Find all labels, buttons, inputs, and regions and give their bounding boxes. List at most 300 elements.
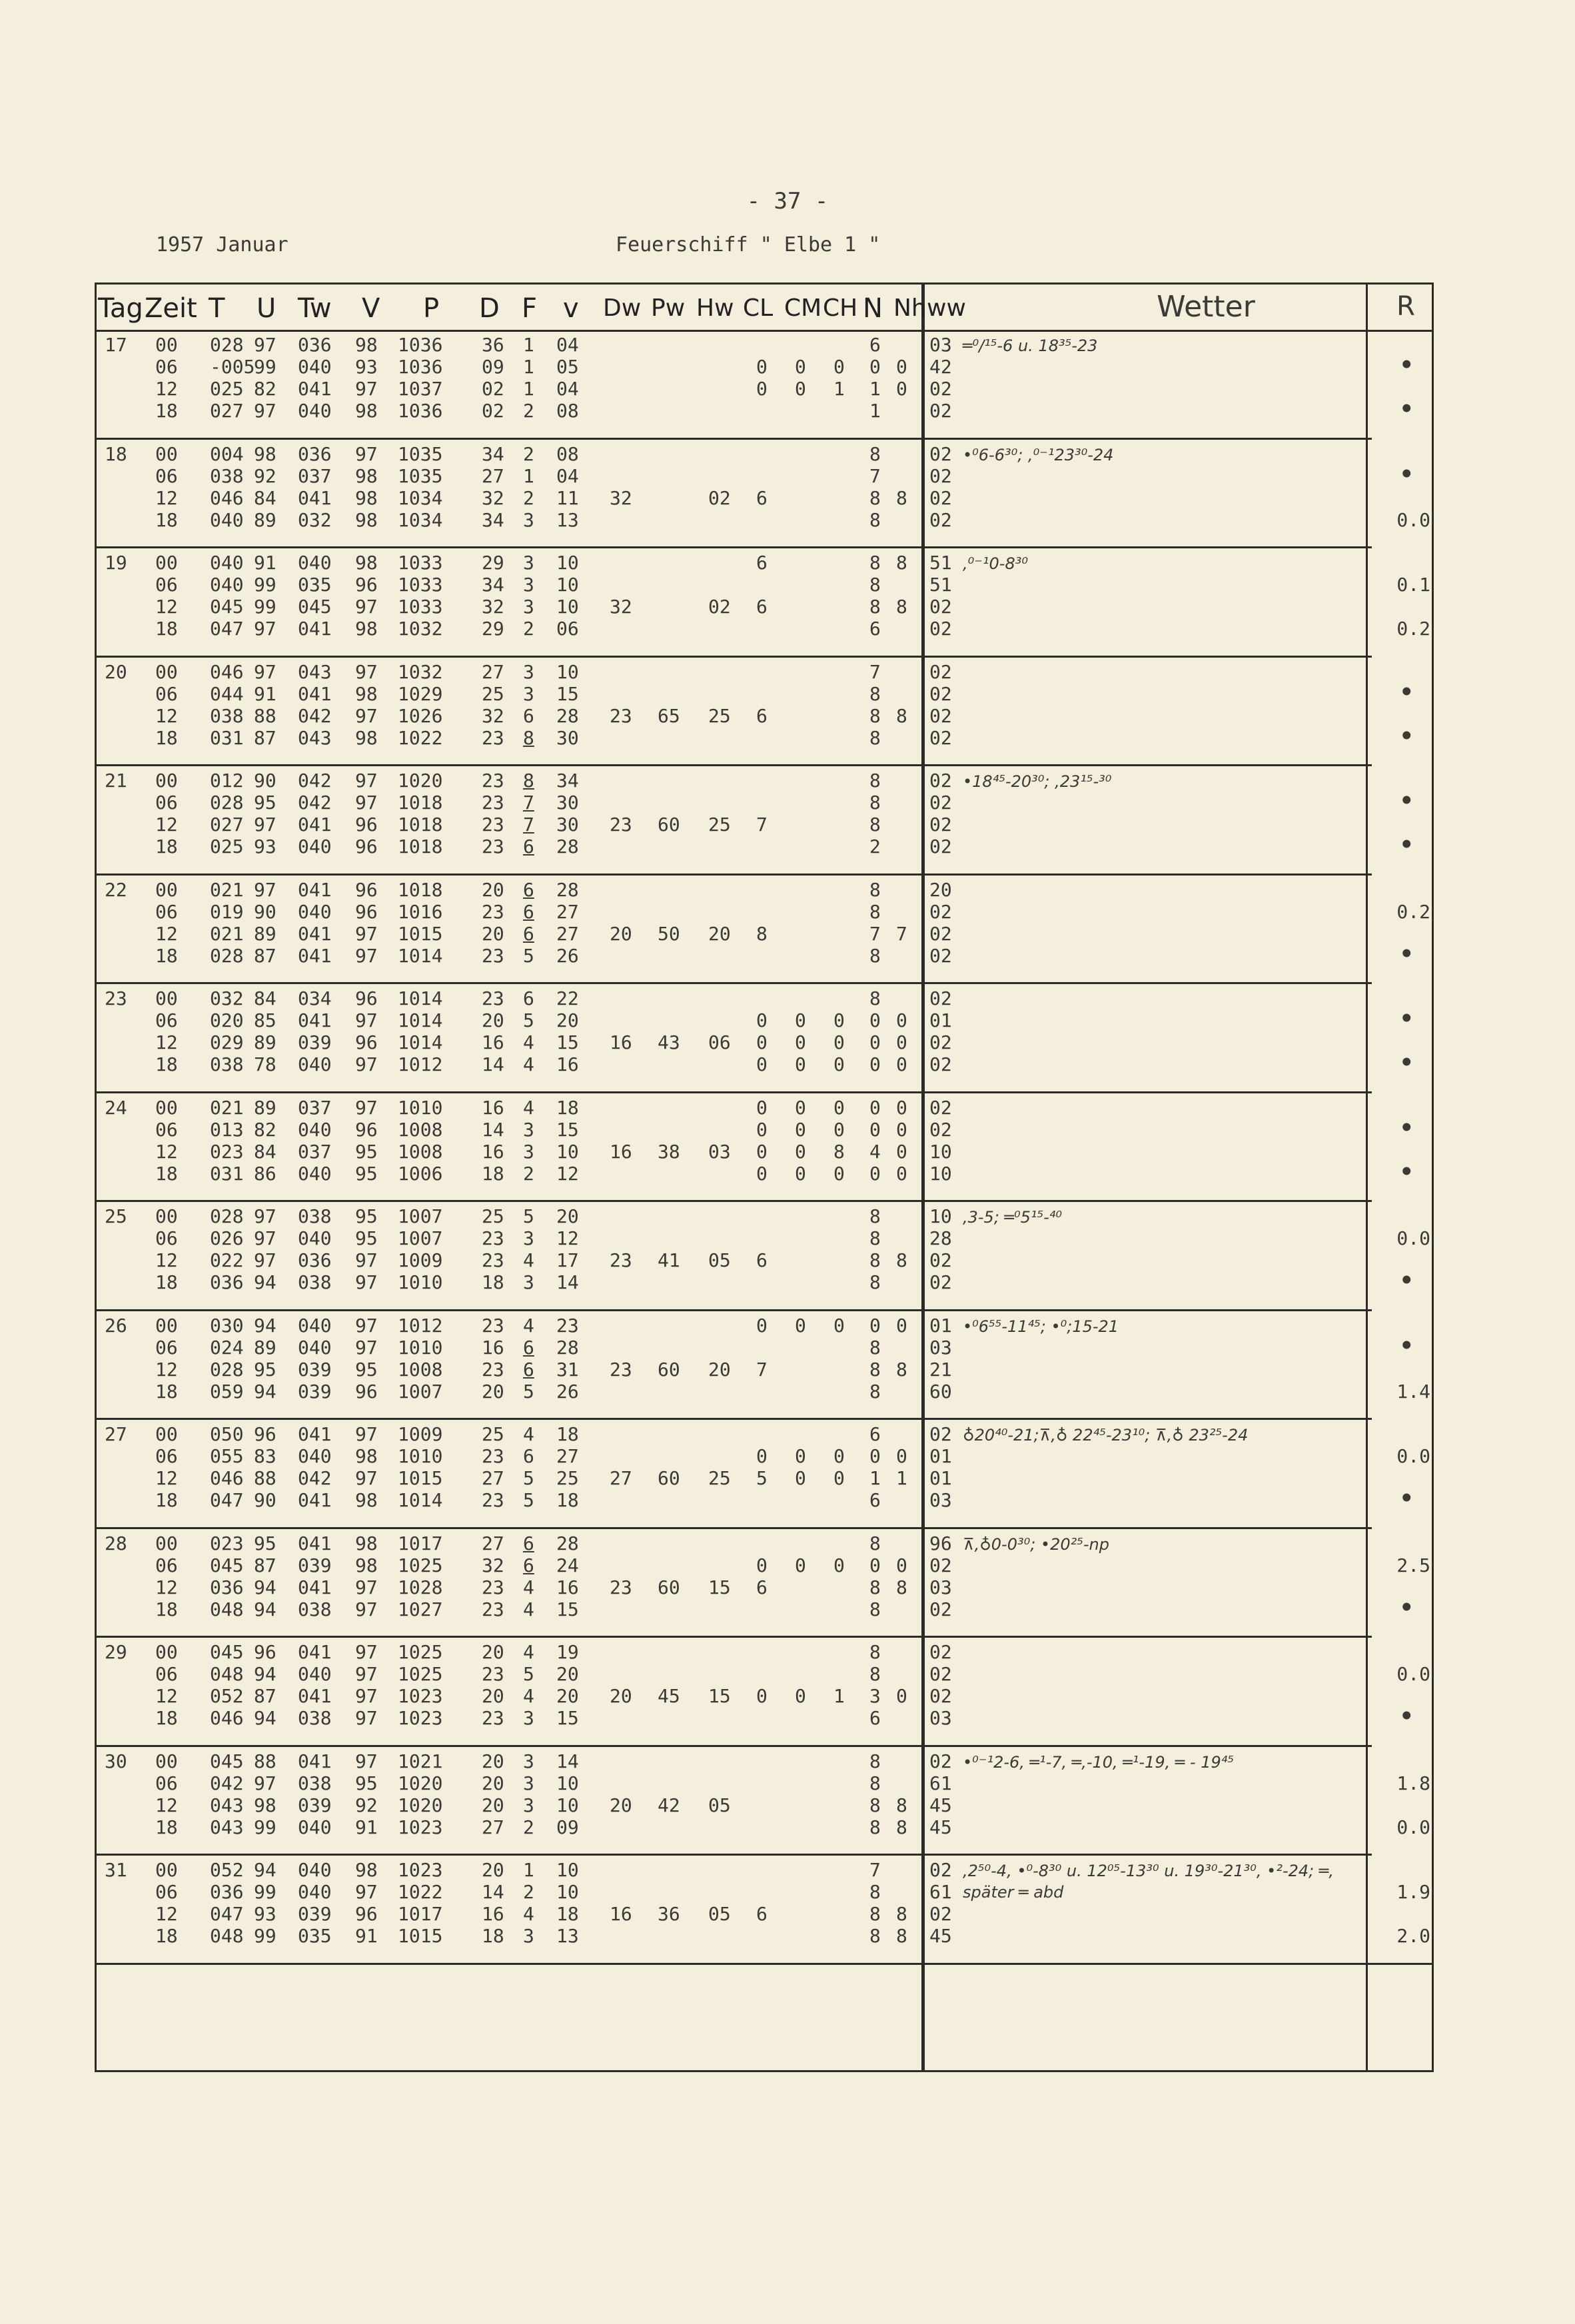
cell-tw: 041 bbox=[298, 1423, 332, 1445]
column-header-zeit: Zeit bbox=[145, 293, 197, 324]
cell-f: 6 bbox=[523, 1554, 534, 1576]
day-number: 18 bbox=[105, 442, 127, 465]
cell-ww: 10 bbox=[929, 1162, 952, 1185]
cell-zeit: 00 bbox=[155, 1641, 178, 1663]
cell-t: 023 bbox=[210, 1532, 244, 1554]
cell-t: 032 bbox=[210, 987, 244, 1009]
cell-ww: 02 bbox=[929, 1663, 952, 1685]
cell-d: 16 bbox=[482, 1031, 504, 1053]
cell-zeit: 18 bbox=[155, 1271, 178, 1293]
cell-f: 5 bbox=[523, 944, 534, 967]
cell-tw: 038 bbox=[298, 1707, 332, 1729]
cell-p: 1017 bbox=[398, 1532, 443, 1554]
cell-d: 20 bbox=[482, 1794, 504, 1816]
cell-d: 16 bbox=[482, 1336, 504, 1359]
cell-v: 26 bbox=[556, 944, 579, 967]
cell-u: 91 bbox=[254, 682, 276, 705]
cell-v: 98 bbox=[355, 508, 378, 531]
cell-zeit: 06 bbox=[155, 574, 178, 596]
cell-v: 11 bbox=[556, 486, 579, 509]
cell-pw: 60 bbox=[658, 1467, 680, 1489]
cell-cl: 7 bbox=[756, 814, 768, 836]
day-number: 22 bbox=[105, 878, 127, 901]
cell-v: 13 bbox=[556, 508, 579, 531]
cell-t: 028 bbox=[210, 334, 244, 356]
cell-t: 046 bbox=[210, 1707, 244, 1729]
cell-v: 19 bbox=[556, 1641, 579, 1663]
cell-p: 1008 bbox=[398, 1358, 443, 1381]
cell-v: 34 bbox=[556, 770, 579, 792]
cell-t: 043 bbox=[210, 1794, 244, 1816]
cell-t: 046 bbox=[210, 1467, 244, 1489]
cell-dw: 23 bbox=[610, 814, 632, 836]
column-header-tw: Tw bbox=[298, 293, 332, 324]
cell-v: 93 bbox=[355, 356, 378, 378]
cell-tw: 043 bbox=[298, 726, 332, 749]
cell-v: 98 bbox=[355, 682, 378, 705]
cell-f: 4 bbox=[523, 1641, 534, 1663]
day-number: 17 bbox=[105, 334, 127, 356]
cell-n: 0 bbox=[869, 356, 881, 378]
cell-d: 32 bbox=[482, 596, 504, 618]
cell-cl: 6 bbox=[756, 704, 768, 727]
cell-u: 93 bbox=[254, 836, 276, 858]
cell-tw: 040 bbox=[298, 1859, 332, 1881]
cell-tw: 041 bbox=[298, 618, 332, 640]
cell-t: 029 bbox=[210, 1031, 244, 1053]
cell-f: 1 bbox=[523, 356, 534, 378]
cell-u: 83 bbox=[254, 1445, 276, 1467]
cell-n: 8 bbox=[869, 1380, 881, 1403]
cell-zeit: 12 bbox=[155, 1467, 178, 1489]
cell-v: 15 bbox=[556, 1031, 579, 1053]
cell-n: 8 bbox=[869, 704, 881, 727]
cell-u: 89 bbox=[254, 1031, 276, 1053]
weather-note: •⁰6⁵⁵-11⁴⁵; •⁰;15-21 bbox=[963, 1317, 1119, 1336]
cell-u: 97 bbox=[254, 660, 276, 683]
cell-d: 29 bbox=[482, 552, 504, 574]
cell-ww: 02 bbox=[929, 1271, 952, 1293]
cell-t: 047 bbox=[210, 1903, 244, 1925]
cell-t: 045 bbox=[210, 1554, 244, 1576]
cell-tw: 040 bbox=[298, 1663, 332, 1685]
cell-p: 1035 bbox=[398, 464, 443, 487]
cell-ch: 0 bbox=[833, 1467, 845, 1489]
cell-p: 1010 bbox=[398, 1445, 443, 1467]
cell-n: 7 bbox=[869, 464, 881, 487]
cell-zeit: 00 bbox=[155, 552, 178, 574]
day-number: 24 bbox=[105, 1096, 127, 1119]
cell-nh: 8 bbox=[896, 1794, 907, 1816]
cell-p: 1020 bbox=[398, 770, 443, 792]
cell-v: 06 bbox=[556, 618, 579, 640]
cell-hw: 15 bbox=[708, 1685, 731, 1707]
cell-v: 97 bbox=[355, 770, 378, 792]
cell-f: 6 bbox=[523, 878, 534, 901]
cell-zeit: 12 bbox=[155, 1685, 178, 1707]
cell-v: 98 bbox=[355, 334, 378, 356]
cell-hw: 15 bbox=[708, 1576, 731, 1598]
cell-p: 1022 bbox=[398, 726, 443, 749]
day-number: 26 bbox=[105, 1314, 127, 1337]
cell-dw: 32 bbox=[610, 486, 632, 509]
cell-n: 0 bbox=[869, 1118, 881, 1141]
cell-tw: 040 bbox=[298, 1118, 332, 1141]
cell-u: 84 bbox=[254, 486, 276, 509]
cell-u: 78 bbox=[254, 1053, 276, 1075]
cell-u: 89 bbox=[254, 508, 276, 531]
cell-n: 8 bbox=[869, 1794, 881, 1816]
cell-d: 16 bbox=[482, 1903, 504, 1925]
cell-cl: 5 bbox=[756, 1467, 768, 1489]
cell-tw: 035 bbox=[298, 1925, 332, 1947]
weather-note: •⁰⁻¹2-6, ═¹-7, ═,-10, ═¹-19, ═ - 19⁴⁵ bbox=[963, 1752, 1234, 1772]
cell-ww: 02 bbox=[929, 1249, 952, 1271]
cell-n: 8 bbox=[869, 486, 881, 509]
cell-zeit: 00 bbox=[155, 1423, 178, 1445]
cell-n: 0 bbox=[869, 1031, 881, 1053]
cell-d: 23 bbox=[482, 1314, 504, 1337]
cell-t: 031 bbox=[210, 1162, 244, 1185]
cell-d: 02 bbox=[482, 400, 504, 422]
cell-f: 4 bbox=[523, 1031, 534, 1053]
cell-tw: 041 bbox=[298, 1532, 332, 1554]
cell-v: 28 bbox=[556, 836, 579, 858]
column-header-cl: CL bbox=[743, 294, 774, 322]
cell-u: 94 bbox=[254, 1314, 276, 1337]
cell-n: 6 bbox=[869, 1489, 881, 1511]
cell-ww: 02 bbox=[929, 660, 952, 683]
cell-v: 95 bbox=[355, 1140, 378, 1163]
cell-zeit: 12 bbox=[155, 1576, 178, 1598]
cell-u: 95 bbox=[254, 1358, 276, 1381]
cell-v: 96 bbox=[355, 574, 378, 596]
header-date: 1957 Januar bbox=[156, 233, 288, 257]
cell-zeit: 00 bbox=[155, 442, 178, 465]
cell-f: 1 bbox=[523, 1859, 534, 1881]
cell-cm: 0 bbox=[795, 1031, 806, 1053]
cell-u: 95 bbox=[254, 1532, 276, 1554]
cell-u: 90 bbox=[254, 900, 276, 923]
cell-p: 1023 bbox=[398, 1685, 443, 1707]
cell-d: 27 bbox=[482, 464, 504, 487]
cell-t: 047 bbox=[210, 1489, 244, 1511]
cell-v: 26 bbox=[556, 1380, 579, 1403]
cell-d: 20 bbox=[482, 1641, 504, 1663]
cell-v: 22 bbox=[556, 987, 579, 1009]
cell-p: 1023 bbox=[398, 1859, 443, 1881]
cell-zeit: 00 bbox=[155, 1750, 178, 1772]
cell-p: 1014 bbox=[398, 1031, 443, 1053]
cell-f: 6 bbox=[523, 922, 534, 945]
cell-tw: 040 bbox=[298, 836, 332, 858]
cell-v: 97 bbox=[355, 1009, 378, 1031]
cell-cm: 0 bbox=[795, 1053, 806, 1075]
cell-t: 052 bbox=[210, 1685, 244, 1707]
cell-pw: 60 bbox=[658, 814, 680, 836]
column-header-dw: Dw bbox=[603, 294, 642, 322]
cell-hw: 02 bbox=[708, 486, 731, 509]
cell-u: 87 bbox=[254, 944, 276, 967]
cell-t: 048 bbox=[210, 1663, 244, 1685]
cell-tw: 042 bbox=[298, 1467, 332, 1489]
cell-f: 6 bbox=[523, 1445, 534, 1467]
cell-v: 20 bbox=[556, 1009, 579, 1031]
cell-v: 97 bbox=[355, 1641, 378, 1663]
cell-d: 34 bbox=[482, 442, 504, 465]
cell-v: 18 bbox=[556, 1903, 579, 1925]
column-header-r: R bbox=[1396, 291, 1415, 322]
cell-v: 15 bbox=[556, 1598, 579, 1620]
cell-t: 048 bbox=[210, 1598, 244, 1620]
cell-zeit: 12 bbox=[155, 1358, 178, 1381]
cell-t: 036 bbox=[210, 1576, 244, 1598]
cell-dw: 23 bbox=[610, 1358, 632, 1381]
cell-ww: 02 bbox=[929, 944, 952, 967]
cell-v: 98 bbox=[355, 1554, 378, 1576]
cell-cl: 0 bbox=[756, 1162, 768, 1185]
cell-cl: 0 bbox=[756, 356, 768, 378]
cell-p: 1014 bbox=[398, 1009, 443, 1031]
cell-d: 23 bbox=[482, 944, 504, 967]
cell-tw: 041 bbox=[298, 1685, 332, 1707]
cell-t: 022 bbox=[210, 1249, 244, 1271]
cell-v: 15 bbox=[556, 682, 579, 705]
cell-precipitation: 0.0 bbox=[1396, 1663, 1430, 1685]
cell-u: 87 bbox=[254, 1685, 276, 1707]
cell-t: 025 bbox=[210, 378, 244, 400]
cell-ww: 02 bbox=[929, 596, 952, 618]
cell-cm: 0 bbox=[795, 1162, 806, 1185]
cell-pw: 60 bbox=[658, 1576, 680, 1598]
cell-u: 99 bbox=[254, 596, 276, 618]
cell-p: 1017 bbox=[398, 1903, 443, 1925]
cell-n: 8 bbox=[869, 944, 881, 967]
cell-ww: 42 bbox=[929, 356, 952, 378]
cell-zeit: 18 bbox=[155, 1489, 178, 1511]
cell-v: 28 bbox=[556, 1336, 579, 1359]
cell-n: 8 bbox=[869, 770, 881, 792]
cell-n: 7 bbox=[869, 1859, 881, 1881]
cell-p: 1012 bbox=[398, 1314, 443, 1337]
day-number: 21 bbox=[105, 770, 127, 792]
cell-cl: 0 bbox=[756, 1445, 768, 1467]
cell-v: 27 bbox=[556, 900, 579, 923]
cell-tw: 041 bbox=[298, 682, 332, 705]
cell-p: 1022 bbox=[398, 1881, 443, 1903]
cell-p: 1020 bbox=[398, 1794, 443, 1816]
cell-n: 8 bbox=[869, 987, 881, 1009]
cell-u: 82 bbox=[254, 378, 276, 400]
column-header-cm: CM bbox=[784, 294, 822, 322]
cell-u: 85 bbox=[254, 1009, 276, 1031]
cell-p: 1036 bbox=[398, 356, 443, 378]
cell-v: 97 bbox=[355, 1576, 378, 1598]
column-header-u: U bbox=[257, 293, 276, 324]
cell-dw: 16 bbox=[610, 1140, 632, 1163]
cell-f: 5 bbox=[523, 1489, 534, 1511]
cell-d: 23 bbox=[482, 1576, 504, 1598]
cell-v: 97 bbox=[355, 1271, 378, 1293]
cell-nh: 8 bbox=[896, 704, 907, 727]
cell-n: 8 bbox=[869, 1576, 881, 1598]
cell-ww: 02 bbox=[929, 618, 952, 640]
cell-tw: 038 bbox=[298, 1271, 332, 1293]
cell-hw: 06 bbox=[708, 1031, 731, 1053]
cell-u: 97 bbox=[254, 814, 276, 836]
cell-dw: 23 bbox=[610, 704, 632, 727]
cell-v: 28 bbox=[556, 1532, 579, 1554]
cell-cl: 0 bbox=[756, 1053, 768, 1075]
cell-zeit: 06 bbox=[155, 464, 178, 487]
cell-u: 97 bbox=[254, 1227, 276, 1249]
cell-p: 1014 bbox=[398, 944, 443, 967]
cell-dw: 32 bbox=[610, 596, 632, 618]
cell-v: 97 bbox=[355, 1707, 378, 1729]
cell-v: 92 bbox=[355, 1794, 378, 1816]
cell-dw: 27 bbox=[610, 1467, 632, 1489]
cell-u: 90 bbox=[254, 770, 276, 792]
cell-precipitation: 1.9 bbox=[1396, 1881, 1430, 1903]
cell-v: 12 bbox=[556, 1227, 579, 1249]
cell-tw: 042 bbox=[298, 770, 332, 792]
cell-precipitation: • bbox=[1400, 1703, 1414, 1730]
cell-zeit: 06 bbox=[155, 1772, 178, 1794]
cell-u: 97 bbox=[254, 1249, 276, 1271]
cell-d: 23 bbox=[482, 726, 504, 749]
cell-t: 047 bbox=[210, 618, 244, 640]
column-header-ww: ww bbox=[927, 294, 966, 322]
cell-ww: 28 bbox=[929, 1227, 952, 1249]
cell-n: 8 bbox=[869, 1903, 881, 1925]
cell-f: 2 bbox=[523, 400, 534, 422]
cell-zeit: 06 bbox=[155, 1336, 178, 1359]
cell-n: 8 bbox=[869, 1925, 881, 1947]
cell-ww: 51 bbox=[929, 552, 952, 574]
cell-nh: 7 bbox=[896, 922, 907, 945]
cell-t: 038 bbox=[210, 464, 244, 487]
cell-p: 1034 bbox=[398, 508, 443, 531]
cell-v: 96 bbox=[355, 836, 378, 858]
cell-p: 1037 bbox=[398, 378, 443, 400]
cell-nh: 0 bbox=[896, 1685, 907, 1707]
cell-n: 8 bbox=[869, 596, 881, 618]
cell-p: 1033 bbox=[398, 552, 443, 574]
cell-u: 87 bbox=[254, 1554, 276, 1576]
cell-tw: 041 bbox=[298, 944, 332, 967]
day-number: 19 bbox=[105, 552, 127, 574]
cell-d: 23 bbox=[482, 792, 504, 814]
cell-n: 8 bbox=[869, 1358, 881, 1381]
cell-v: 04 bbox=[556, 378, 579, 400]
cell-precipitation: • bbox=[1400, 722, 1414, 750]
cell-f: 6 bbox=[523, 836, 534, 858]
cell-ww: 21 bbox=[929, 1358, 952, 1381]
weather-note: ⊼,♁0-0³⁰; •20²⁵-np bbox=[963, 1534, 1109, 1554]
cell-ww: 01 bbox=[929, 1467, 952, 1489]
cell-zeit: 00 bbox=[155, 987, 178, 1009]
cell-precipitation: • bbox=[1400, 460, 1414, 488]
cell-n: 4 bbox=[869, 1140, 881, 1163]
cell-v: 08 bbox=[556, 442, 579, 465]
cell-tw: 041 bbox=[298, 922, 332, 945]
cell-pw: 41 bbox=[658, 1249, 680, 1271]
cell-u: 90 bbox=[254, 1489, 276, 1511]
cell-v: 08 bbox=[556, 400, 579, 422]
cell-ch: 0 bbox=[833, 356, 845, 378]
cell-nh: 0 bbox=[896, 356, 907, 378]
cell-precipitation: 0.1 bbox=[1396, 574, 1430, 596]
cell-v: 10 bbox=[556, 660, 579, 683]
cell-n: 8 bbox=[869, 1598, 881, 1620]
cell-f: 4 bbox=[523, 1053, 534, 1075]
cell-n: 3 bbox=[869, 1685, 881, 1707]
cell-dw: 20 bbox=[610, 922, 632, 945]
cell-v: 97 bbox=[355, 1598, 378, 1620]
cell-hw: 20 bbox=[708, 1358, 731, 1381]
cell-d: 32 bbox=[482, 704, 504, 727]
cell-tw: 041 bbox=[298, 378, 332, 400]
cell-v: 10 bbox=[556, 1859, 579, 1881]
cell-p: 1010 bbox=[398, 1271, 443, 1293]
cell-u: 93 bbox=[254, 1903, 276, 1925]
cell-f: 3 bbox=[523, 1118, 534, 1141]
cell-f: 4 bbox=[523, 1576, 534, 1598]
cell-tw: 036 bbox=[298, 334, 332, 356]
cell-t: 027 bbox=[210, 400, 244, 422]
cell-zeit: 12 bbox=[155, 1140, 178, 1163]
cell-ch: 0 bbox=[833, 1096, 845, 1119]
cell-n: 1 bbox=[869, 400, 881, 422]
cell-t: 046 bbox=[210, 486, 244, 509]
cell-t: 043 bbox=[210, 1816, 244, 1838]
cell-f: 6 bbox=[523, 1336, 534, 1359]
cell-f: 1 bbox=[523, 378, 534, 400]
cell-p: 1025 bbox=[398, 1663, 443, 1685]
cell-ww: 02 bbox=[929, 1750, 952, 1772]
cell-f: 3 bbox=[523, 574, 534, 596]
cell-nh: 0 bbox=[896, 1009, 907, 1031]
cell-v: 04 bbox=[556, 334, 579, 356]
cell-hw: 03 bbox=[708, 1140, 731, 1163]
cell-ww: 02 bbox=[929, 486, 952, 509]
cell-n: 8 bbox=[869, 508, 881, 531]
cell-t: 055 bbox=[210, 1445, 244, 1467]
cell-tw: 038 bbox=[298, 1205, 332, 1227]
cell-d: 32 bbox=[482, 1554, 504, 1576]
cell-f: 2 bbox=[523, 1162, 534, 1185]
column-header-hw: Hw bbox=[696, 294, 734, 322]
cell-d: 20 bbox=[482, 1750, 504, 1772]
cell-u: 97 bbox=[254, 1205, 276, 1227]
cell-tw: 036 bbox=[298, 1249, 332, 1271]
cell-v: 18 bbox=[556, 1423, 579, 1445]
cell-n: 1 bbox=[869, 378, 881, 400]
cell-p: 1009 bbox=[398, 1423, 443, 1445]
cell-d: 20 bbox=[482, 1859, 504, 1881]
cell-u: 82 bbox=[254, 1118, 276, 1141]
cell-zeit: 06 bbox=[155, 1663, 178, 1685]
cell-d: 20 bbox=[482, 1380, 504, 1403]
cell-v: 10 bbox=[556, 1772, 579, 1794]
cell-d: 23 bbox=[482, 1227, 504, 1249]
cell-v: 97 bbox=[355, 1467, 378, 1489]
cell-v: 27 bbox=[556, 922, 579, 945]
cell-t: 004 bbox=[210, 442, 244, 465]
cell-nh: 8 bbox=[896, 1576, 907, 1598]
cell-p: 1033 bbox=[398, 596, 443, 618]
cell-v: 98 bbox=[355, 1489, 378, 1511]
